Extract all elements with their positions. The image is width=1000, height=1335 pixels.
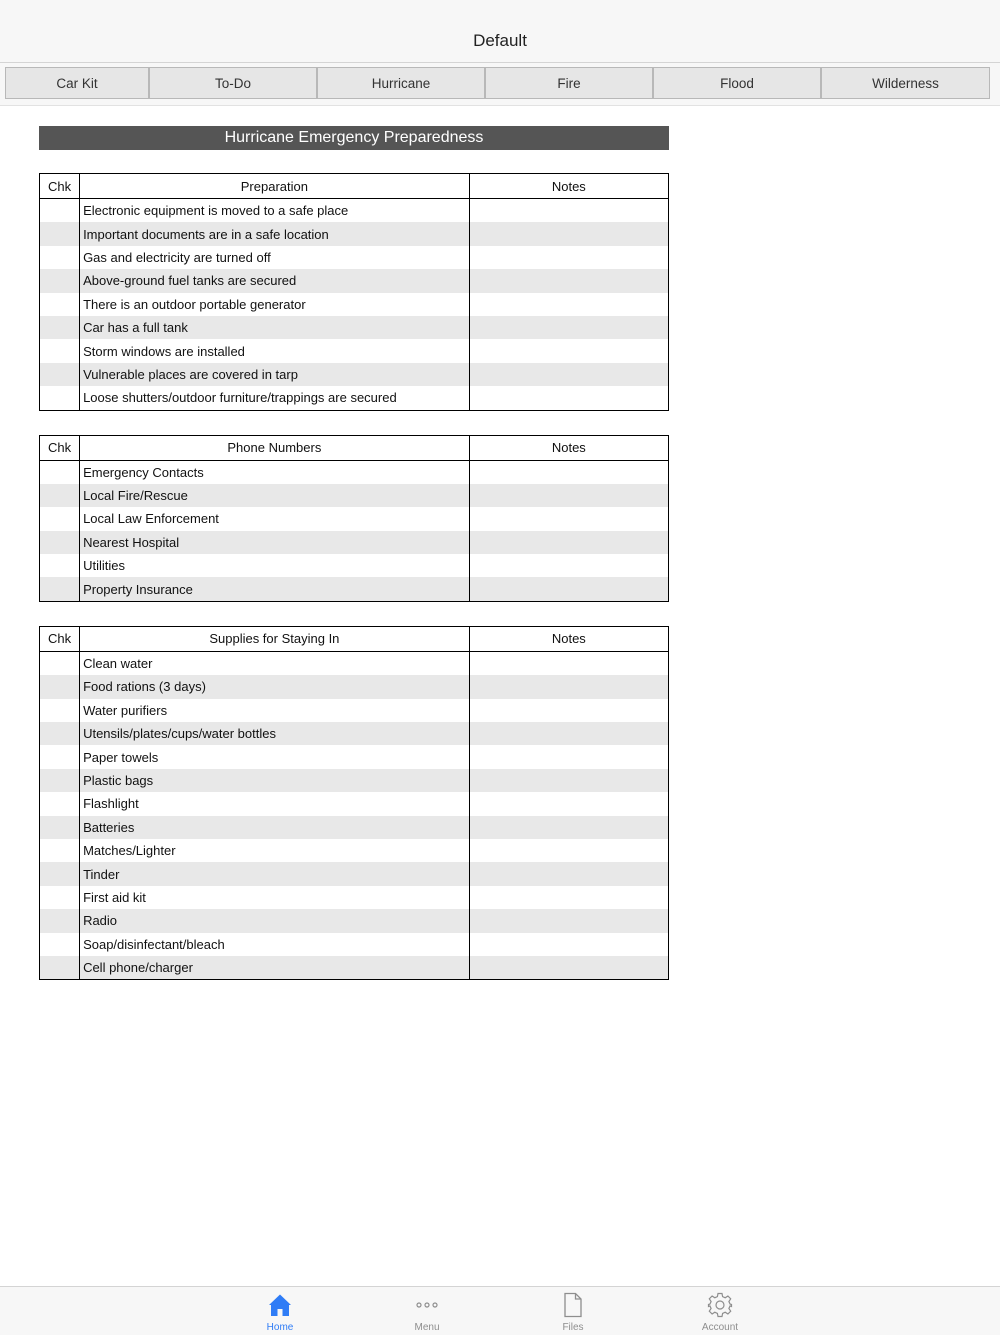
item-cell: Food rations (3 days): [80, 675, 470, 698]
phone-numbers-table: [39, 435, 669, 602]
notes-cell[interactable]: [469, 722, 668, 745]
chk-header: Chk: [40, 435, 80, 460]
supplies-rows: [40, 651, 669, 979]
check-cell[interactable]: [40, 199, 80, 223]
table-row: [40, 339, 669, 362]
check-cell[interactable]: [40, 675, 80, 698]
home-icon: [267, 1291, 293, 1319]
table-row: [40, 933, 669, 956]
check-cell[interactable]: [40, 577, 80, 601]
table-row: [40, 554, 669, 577]
check-cell[interactable]: [40, 269, 80, 292]
check-cell[interactable]: [40, 460, 80, 484]
table-row: [40, 577, 669, 601]
table-row: [40, 839, 669, 862]
table-row: [40, 363, 669, 386]
segment-fire[interactable]: Fire: [485, 67, 653, 99]
item-cell: Important documents are in a safe location: [80, 222, 470, 245]
table-row: [40, 316, 669, 339]
check-cell[interactable]: [40, 792, 80, 815]
item-cell: Loose shutters/outdoor furniture/trappings are secured: [80, 386, 470, 410]
segment-car-kit[interactable]: Car Kit: [5, 67, 149, 99]
notes-header: Notes: [469, 435, 668, 460]
item-cell: Flashlight: [80, 792, 470, 815]
tab-files[interactable]: [533, 1287, 613, 1335]
table-row: [40, 507, 669, 530]
supplies-table: [39, 626, 669, 980]
notes-cell[interactable]: [469, 651, 668, 675]
table-row: [40, 199, 669, 223]
notes-cell[interactable]: [469, 460, 668, 484]
notes-cell[interactable]: [469, 246, 668, 269]
item-cell: There is an outdoor portable generator: [80, 293, 470, 316]
segment-hurricane[interactable]: Hurricane: [317, 67, 485, 99]
notes-cell[interactable]: [469, 554, 668, 577]
table-row: [40, 956, 669, 980]
notes-cell[interactable]: [469, 531, 668, 554]
table-row: [40, 293, 669, 316]
item-cell: Batteries: [80, 816, 470, 839]
notes-cell[interactable]: [469, 222, 668, 245]
table-row: [40, 792, 669, 815]
item-cell: Local Law Enforcement: [80, 507, 470, 530]
item-cell: Clean water: [80, 651, 470, 675]
notes-cell[interactable]: [469, 293, 668, 316]
tab-account[interactable]: [680, 1287, 760, 1335]
table-row: [40, 222, 669, 245]
item-cell: Above-ground fuel tanks are secured: [80, 269, 470, 292]
notes-cell[interactable]: [469, 839, 668, 862]
check-cell[interactable]: [40, 363, 80, 386]
item-cell: Local Fire/Rescue: [80, 484, 470, 507]
check-cell[interactable]: [40, 933, 80, 956]
notes-cell[interactable]: [469, 933, 668, 956]
item-cell: Utilities: [80, 554, 470, 577]
notes-cell[interactable]: [469, 675, 668, 698]
notes-cell[interactable]: [469, 769, 668, 792]
table-row: [40, 484, 669, 507]
item-cell: Paper towels: [80, 745, 470, 768]
item-cell: Plastic bags: [80, 769, 470, 792]
item-cell: Emergency Contacts: [80, 460, 470, 484]
check-cell[interactable]: [40, 531, 80, 554]
check-cell[interactable]: [40, 293, 80, 316]
table-row: [40, 269, 669, 292]
check-cell[interactable]: [40, 862, 80, 885]
category-segmented-control: [0, 63, 1000, 106]
chk-header: Chk: [40, 626, 80, 651]
item-cell: Nearest Hospital: [80, 531, 470, 554]
item-cell: Matches/Lighter: [80, 839, 470, 862]
check-cell[interactable]: [40, 722, 80, 745]
notes-cell[interactable]: [469, 507, 668, 530]
section-header: Preparation: [80, 174, 470, 199]
table-row: [40, 722, 669, 745]
notes-cell[interactable]: [469, 269, 668, 292]
item-cell: Cell phone/charger: [80, 956, 470, 980]
item-cell: Radio: [80, 909, 470, 932]
item-cell: Property Insurance: [80, 577, 470, 601]
check-cell[interactable]: [40, 745, 80, 768]
item-cell: Soap/disinfectant/bleach: [80, 933, 470, 956]
tab-menu[interactable]: [387, 1287, 467, 1335]
check-cell[interactable]: [40, 816, 80, 839]
table-row: [40, 651, 669, 675]
table-row: [40, 531, 669, 554]
notes-cell[interactable]: [469, 386, 668, 410]
tab-bar: [0, 1286, 1000, 1335]
table-row: [40, 675, 669, 698]
check-cell[interactable]: [40, 316, 80, 339]
check-cell[interactable]: [40, 339, 80, 362]
tab-account-label: Account: [701, 1322, 739, 1333]
table-row: [40, 886, 669, 909]
tab-files-label: Files: [562, 1322, 584, 1333]
table-row: [40, 246, 669, 269]
table-row: [40, 862, 669, 885]
notes-cell[interactable]: [469, 862, 668, 885]
tab-home[interactable]: [240, 1287, 320, 1335]
check-cell[interactable]: [40, 484, 80, 507]
notes-cell[interactable]: [469, 909, 668, 932]
preparation-rows: [40, 199, 669, 411]
item-cell: Storm windows are installed: [80, 339, 470, 362]
item-cell: First aid kit: [80, 886, 470, 909]
item-cell: Utensils/plates/cups/water bottles: [80, 722, 470, 745]
table-row: [40, 699, 669, 722]
notes-cell[interactable]: [469, 363, 668, 386]
checklist-content: [39, 126, 669, 980]
notes-cell[interactable]: [469, 316, 668, 339]
notes-cell[interactable]: [469, 745, 668, 768]
check-cell[interactable]: [40, 386, 80, 410]
page-title: Default: [473, 31, 527, 50]
segment-to-do[interactable]: To-Do: [149, 67, 317, 99]
tab-home-label: Home: [266, 1322, 294, 1333]
check-cell[interactable]: [40, 886, 80, 909]
notes-cell[interactable]: [469, 886, 668, 909]
item-cell: Tinder: [80, 862, 470, 885]
item-cell: Electronic equipment is moved to a safe place: [80, 199, 470, 223]
notes-cell[interactable]: [469, 484, 668, 507]
notes-cell[interactable]: [469, 956, 668, 980]
table-row: [40, 909, 669, 932]
segment-wilderness[interactable]: Wilderness: [821, 67, 990, 99]
check-cell[interactable]: [40, 839, 80, 862]
item-cell: Gas and electricity are turned off: [80, 246, 470, 269]
item-cell: Water purifiers: [80, 699, 470, 722]
check-cell[interactable]: [40, 246, 80, 269]
notes-header: Notes: [469, 174, 668, 199]
gear-icon: [707, 1291, 733, 1319]
item-cell: Car has a full tank: [80, 316, 470, 339]
phone-numbers-rows: [40, 460, 669, 601]
check-cell[interactable]: [40, 909, 80, 932]
item-cell: Vulnerable places are covered in tarp: [80, 363, 470, 386]
notes-cell[interactable]: [469, 339, 668, 362]
navigation-bar: [0, 0, 1000, 63]
notes-cell[interactable]: [469, 816, 668, 839]
checklist-banner: Hurricane Emergency Preparedness: [39, 126, 669, 150]
notes-cell[interactable]: [469, 699, 668, 722]
segment-flood[interactable]: Flood: [653, 67, 821, 99]
check-cell[interactable]: [40, 699, 80, 722]
notes-header: Notes: [469, 626, 668, 651]
check-cell[interactable]: [40, 554, 80, 577]
check-cell[interactable]: [40, 507, 80, 530]
notes-cell[interactable]: [469, 199, 668, 223]
check-cell[interactable]: [40, 222, 80, 245]
table-row: [40, 460, 669, 484]
tab-menu-label: Menu: [414, 1322, 440, 1333]
chk-header: Chk: [40, 174, 80, 199]
check-cell[interactable]: [40, 769, 80, 792]
check-cell[interactable]: [40, 651, 80, 675]
table-row: [40, 386, 669, 410]
more-icon: [414, 1291, 440, 1319]
table-row: [40, 769, 669, 792]
notes-cell[interactable]: [469, 792, 668, 815]
table-row: [40, 745, 669, 768]
preparation-table: [39, 173, 669, 411]
table-row: [40, 816, 669, 839]
check-cell[interactable]: [40, 956, 80, 980]
notes-cell[interactable]: [469, 577, 668, 601]
section-header: Phone Numbers: [80, 435, 470, 460]
section-header: Supplies for Staying In: [80, 626, 470, 651]
file-icon: [560, 1291, 586, 1319]
